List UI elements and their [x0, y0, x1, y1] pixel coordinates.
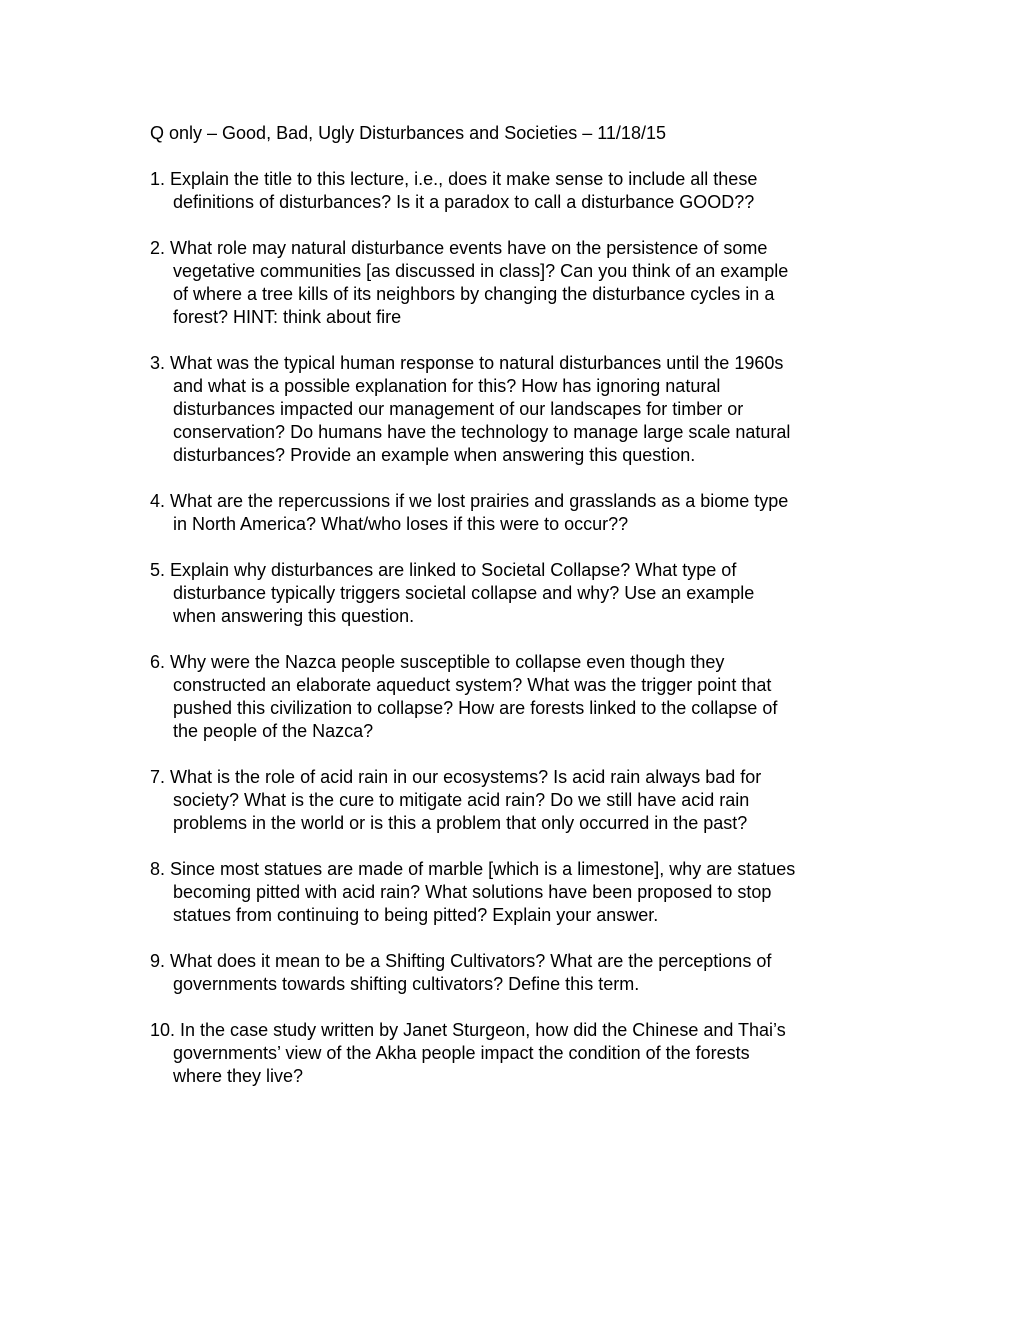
question-9-line-1: 9. What does it mean to be a Shifting Cultivators? What are the perceptions of	[150, 951, 772, 971]
question-1	[150, 168, 890, 214]
question-5-line-1: 5. Explain why disturbances are linked to Societal Collapse? What type of	[150, 560, 737, 580]
question-8-line-2: becoming pitted with acid rain? What solutions have been proposed to stop	[173, 882, 772, 902]
question-6-line-3: pushed this civilization to collapse? How are forests linked to the collapse of	[173, 698, 778, 718]
question-10-line-1: 10. In the case study written by Janet Sturgeon, how did the Chinese and Thai’s	[150, 1020, 786, 1040]
question-5	[150, 559, 890, 628]
question-4-line-2: in North America? What/who loses if this were to occur??	[173, 514, 629, 534]
question-10	[150, 1019, 890, 1088]
question-3-line-2: and what is a possible explanation for this? How has ignoring natural	[173, 376, 721, 396]
question-3-line-5: disturbances? Provide an example when answering this question.	[173, 445, 696, 465]
question-9-line-2: governments towards shifting cultivators? Define this term.	[173, 974, 640, 994]
question-5-line-3: when answering this question.	[173, 606, 415, 626]
question-6	[150, 651, 890, 743]
question-8-line-3: statues from continuing to being pitted? Explain your answer.	[173, 905, 659, 925]
question-6-line-4: the people of the Nazca?	[173, 721, 374, 741]
question-2-line-3: of where a tree kills of its neighbors by changing the disturbance cycles in a	[173, 284, 775, 304]
question-4	[150, 490, 890, 536]
question-3-line-4: conservation? Do humans have the technology to manage large scale natural	[173, 422, 791, 442]
question-5-line-2: disturbance typically triggers societal collapse and why? Use an example	[173, 583, 755, 603]
question-2-line-1: 2. What role may natural disturbance events have on the persistence of some	[150, 238, 768, 258]
question-6-line-1: 6. Why were the Nazca people susceptible to collapse even though they	[150, 652, 725, 672]
question-9	[150, 950, 890, 996]
question-3-line-1: 3. What was the typical human response to natural disturbances until the 1960s	[150, 353, 784, 373]
question-7-line-1: 7. What is the role of acid rain in our ecosystems? Is acid rain always bad for	[150, 767, 762, 787]
question-2-line-4: forest? HINT: think about fire	[173, 307, 402, 327]
question-1-line-2: definitions of disturbances? Is it a paradox to call a disturbance GOOD??	[173, 192, 755, 212]
document-title: Q only – Good, Bad, Ugly Disturbances and Societies – 11/18/15	[150, 123, 666, 143]
question-7-line-3: problems in the world or is this a problem that only occurred in the past?	[173, 813, 748, 833]
question-4-line-1: 4. What are the repercussions if we lost prairies and grasslands as a biome type	[150, 491, 789, 511]
question-2-line-2: vegetative communities [as discussed in class]? Can you think of an example	[173, 261, 789, 281]
question-6-line-2: constructed an elaborate aqueduct system? What was the trigger point that	[173, 675, 772, 695]
question-8	[150, 858, 890, 927]
question-3-line-3: disturbances impacted our management of our landscapes for timber or	[173, 399, 744, 419]
question-8-line-1: 8. Since most statues are made of marble [which is a limestone], why are statues	[150, 859, 796, 879]
question-10-line-2: governments’ view of the Akha people impact the condition of the forests	[173, 1043, 750, 1063]
question-2	[150, 237, 890, 329]
question-1-line-1: 1. Explain the title to this lecture, i.e., does it make sense to include all these	[150, 169, 758, 189]
question-7	[150, 766, 890, 835]
question-7-line-2: society? What is the cure to mitigate acid rain? Do we still have acid rain	[173, 790, 750, 810]
question-10-line-3: where they live?	[173, 1066, 304, 1086]
question-3	[150, 352, 890, 467]
